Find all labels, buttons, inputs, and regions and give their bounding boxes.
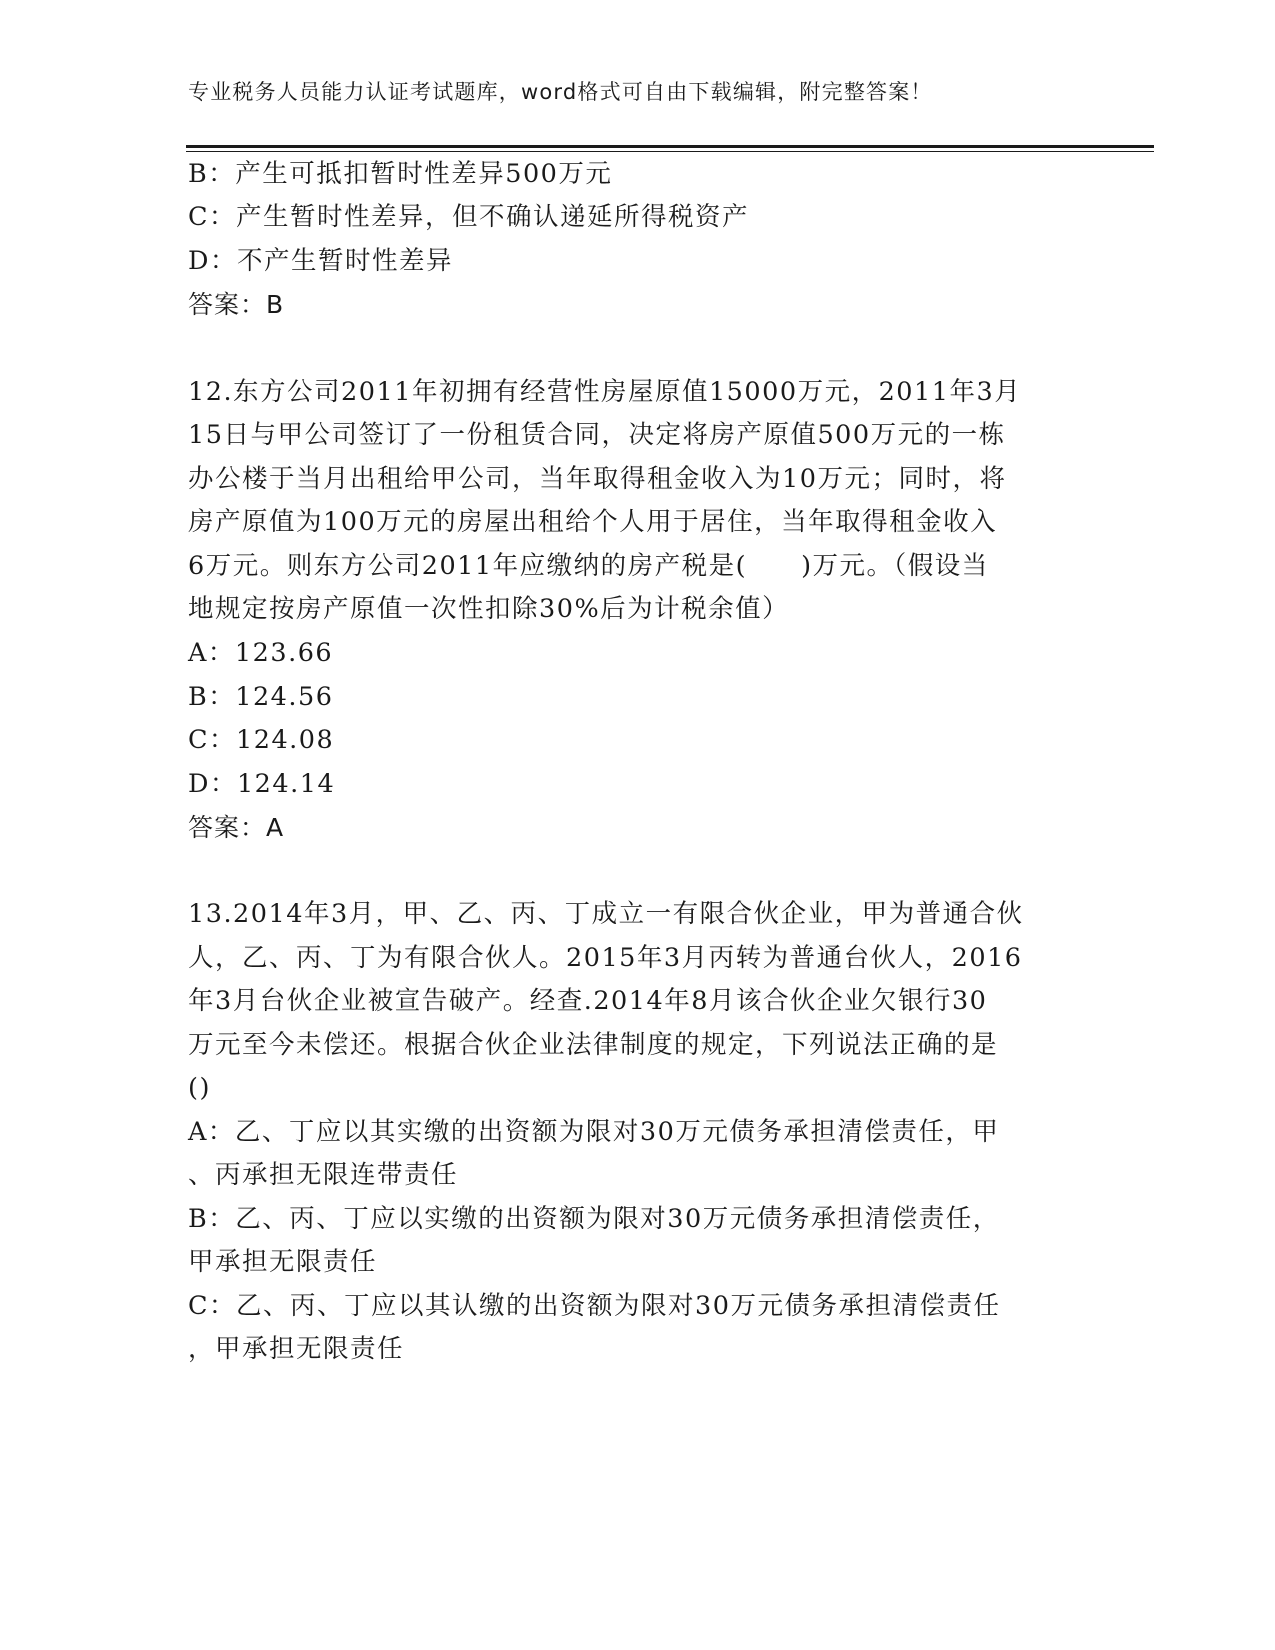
option-a: A：乙、丁应以其实缴的出资额为限对30万元债务承担清偿责任，甲: [188, 1117, 1000, 1147]
question-12-stem-line: 办公楼于当月出租给甲公司，当年取得租金收入为10万元；同时，将: [188, 464, 1007, 494]
question-12-stem-line: 15日与甲公司签订了一份租赁合同，决定将房产原值500万元的一栋: [188, 420, 1006, 450]
question-12-stem-line: 房产原值为100万元的房屋出租给个人用于居住，当年取得租金收入: [188, 507, 998, 537]
option-b: B：乙、丙、丁应以实缴的出资额为限对30万元债务承担清偿责任，: [188, 1204, 1000, 1234]
option-b: B：产生可抵扣暂时性差异500万元: [188, 159, 613, 189]
question-13-stem-line: 万元至今未偿还。根据合伙企业法律制度的规定，下列说法正确的是: [188, 1030, 999, 1060]
question-13-stem-line: 人，乙、丙、丁为有限合伙人。2015年3月丙转为普通台伙人，2016: [188, 943, 1023, 973]
header-divider-thin: [186, 151, 1154, 152]
option-d: D：不产生暂时性差异: [188, 246, 453, 276]
option-d: D：124.14: [188, 769, 336, 799]
option-c: C：产生暂时性差异，但不确认递延所得税资产: [188, 202, 750, 232]
question-12-stem-line: 地规定按房产原值一次性扣除30%后为计税余值）: [188, 594, 790, 624]
option-c: C：124.08: [188, 725, 335, 755]
question-13-stem-line: 年3月台伙企业被宣告破产。经查.2014年8月该合伙企业欠银行30: [188, 986, 988, 1016]
option-a: A：123.66: [188, 638, 334, 668]
option-c-continued: ，甲承担无限责任: [188, 1334, 405, 1364]
option-a-continued: 、丙承担无限连带责任: [188, 1160, 459, 1190]
option-c: C：乙、丙、丁应以其认缴的出资额为限对30万元债务承担清偿责任: [188, 1291, 1001, 1321]
question-12-stem-line: 6万元。则东方公司2011年应缴纳的房产税是( )万元。（假设当: [188, 551, 989, 581]
page-header: 专业税务人员能力认证考试题库，word格式可自由下载编辑，附完整答案！: [188, 80, 933, 104]
header-divider-thick: [186, 145, 1154, 148]
answer-line: 答案：A: [188, 813, 285, 842]
answer-line: 答案：B: [188, 290, 285, 319]
question-13-stem-line: (): [188, 1073, 211, 1103]
question-12-stem-line: 12.东方公司2011年初拥有经营性房屋原值15000万元，2011年3月: [188, 377, 1022, 407]
option-b: B：124.56: [188, 682, 334, 712]
question-13-stem-line: 13.2014年3月，甲、乙、丙、丁成立一有限合伙企业，甲为普通合伙: [188, 899, 1024, 929]
option-b-continued: 甲承担无限责任: [188, 1247, 378, 1277]
